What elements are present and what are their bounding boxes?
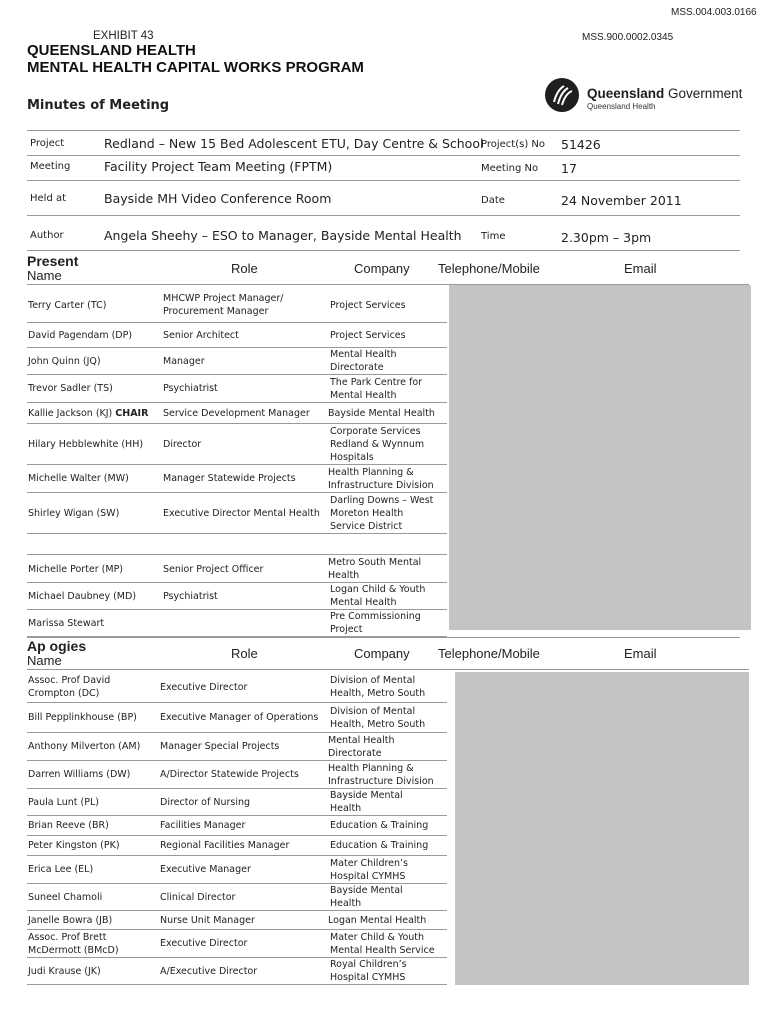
logo-text-bold: Queensland (587, 86, 665, 101)
present-attendee-company: Project Services (330, 329, 406, 341)
present-attendee-name (28, 472, 129, 485)
author-label: Author (30, 230, 64, 241)
apologies-attendee-name-text: Paula Lunt (PL) (28, 796, 99, 808)
apologies-attendee-name-text: Suneel Chamoli (28, 891, 103, 903)
author-value: Angela Sheehy – ESO to Manager, Bayside Mental Health (104, 228, 462, 243)
apologies-attendee-role: Executive Director (160, 681, 248, 693)
apologies-attendee-company: Mater Child & Youth Mental Health Service (330, 931, 435, 956)
present-role-column-header: Role (231, 261, 258, 276)
present-attendee-name (28, 507, 119, 520)
time-value: 2.30pm – 3pm (561, 230, 652, 245)
present-attendee-role: Service Development Manager (163, 407, 310, 419)
apologies-attendee-company: Royal Children’s Hospital CYMHS (330, 959, 407, 983)
apologies-attendee-name (28, 768, 130, 781)
present-attendee-role: Psychiatrist (163, 590, 218, 602)
exhibit-label: EXHIBIT 43 (93, 30, 154, 42)
project-no-label: Project(s) No (481, 139, 546, 150)
present-attendee-name (28, 617, 104, 630)
present-attendee-role: Senior Project Officer (163, 563, 264, 575)
present-attendee-name-text: Marissa Stewart (28, 617, 105, 629)
apologies-attendee-company: Bayside Mental Health (330, 885, 403, 909)
apologies-attendee-company: Mater Children’s Hospital CYMHS (330, 857, 409, 882)
apologies-attendee-name-text: Assoc. Prof Brett McDermott (BMcD) (28, 931, 119, 956)
present-attendee-role: Psychiatrist (163, 383, 218, 394)
meeting-label: Meeting (30, 161, 71, 172)
held-at-value: Bayside MH Video Conference Room (104, 191, 332, 206)
present-attendee-name-text: Shirley Wigan (SW) (28, 507, 120, 519)
logo-text-rest: Government (668, 86, 743, 101)
apologies-row-divider (27, 702, 447, 703)
apologies-attendee-name-text: Janelle Bowra (JB) (28, 914, 113, 926)
meeting-no-value: 17 (561, 161, 577, 176)
minutes-heading: Minutes of Meeting (27, 98, 170, 113)
apologies-company-column-header: Company (354, 646, 410, 661)
apologies-row-divider (27, 984, 447, 985)
apologies-attendee-company: Mental Health Directorate (328, 734, 395, 759)
present-attendee-name-text: David Pagendam (DP) (28, 329, 133, 341)
present-attendee-name (28, 299, 106, 312)
apologies-attendee-name-text: Brian Reeve (BR) (28, 820, 109, 831)
present-attendee-name (28, 382, 113, 395)
apologies-attendee-role: Nurse Unit Manager (160, 914, 255, 926)
time-label: Time (481, 231, 506, 242)
apologies-attendee-name (28, 819, 109, 832)
apologies-heading (27, 639, 86, 654)
meeting-value: Facility Project Team Meeting (FPTM) (104, 159, 333, 174)
project-no-value: 51426 (561, 137, 601, 152)
apologies-attendee-company: Education & Training (330, 820, 429, 831)
present-attendee-name (28, 563, 123, 576)
present-row-divider (27, 554, 447, 555)
present-attendee-name (28, 355, 101, 368)
title-line-2: MENTAL HEALTH CAPITAL WORKS PROGRAM (27, 59, 364, 76)
present-attendee-company: Health Planning & Infrastructure Division (328, 466, 434, 491)
meeting-no-label: Meeting No (481, 163, 539, 174)
apologies-phone-column-header: Telephone/Mobile (438, 646, 540, 661)
apologies-attendee-name-text: Erica Lee (EL) (28, 864, 94, 875)
present-attendee-name-text: Trevor Sadler (TS) (28, 383, 113, 394)
present-attendee-name-text: Michael Daubney (MD) (28, 590, 137, 602)
apologies-attendee-name-text: Peter Kingston (PK) (28, 840, 120, 851)
present-attendee-name-text: Michelle Walter (MW) (28, 473, 129, 484)
present-attendee-role: Manager (163, 355, 205, 367)
document-reference-right: MSS.900.0002.0345 (582, 32, 674, 43)
apologies-attendee-name (28, 863, 93, 876)
apologies-attendee-name-text: Judi Krause (JK) (28, 965, 101, 977)
apologies-attendee-name (28, 674, 110, 700)
apologies-row-divider (27, 815, 447, 816)
apologies-attendee-name (28, 711, 137, 724)
present-attendee-name-text: Kallie Jackson (KJ) (28, 407, 116, 419)
present-attendee-company: Mental Health Directorate (330, 349, 397, 373)
present-attendee-company: Darling Downs – West Moreton Health Service District (330, 494, 434, 532)
present-attendee-company: Logan Child & Youth Mental Health (330, 584, 426, 608)
present-attendee-name-text: Michelle Porter (MP) (28, 563, 124, 575)
present-contact-redaction (449, 285, 751, 630)
present-row-divider (27, 533, 447, 534)
held-at-label: Held at (30, 193, 67, 204)
apologies-attendee-name (28, 891, 102, 904)
present-attendee-name (28, 407, 148, 420)
present-attendee-company: Bayside Mental Health (328, 407, 435, 419)
title-line-1: QUEENSLAND HEALTH (27, 42, 196, 59)
present-attendee-role: Executive Director Mental Health (163, 507, 320, 519)
apologies-name-column-header: Name (27, 653, 62, 668)
apologies-row-divider (27, 910, 447, 911)
present-attendee-company: Metro South Mental Health (328, 557, 422, 581)
apologies-attendee-name (28, 931, 119, 957)
present-attendee-role: MHCWP Project Manager/ Procurement Manager (163, 293, 284, 317)
queensland-government-logo-icon (545, 78, 579, 112)
present-heading (27, 254, 78, 269)
apologies-attendee-role: Manager Special Projects (160, 741, 280, 752)
apologies-heading-text: Ap ogies (27, 638, 87, 654)
apologies-attendee-role: A/Director Statewide Projects (160, 769, 299, 780)
logo-text (587, 86, 742, 101)
apologies-attendee-role: Executive Director (160, 938, 248, 949)
apologies-attendee-name (28, 740, 140, 753)
present-attendee-name (28, 438, 143, 451)
present-name-column-header: Name (27, 268, 62, 283)
apologies-attendee-role: Facilities Manager (160, 820, 246, 831)
apologies-attendee-role: Executive Manager of Operations (160, 712, 319, 723)
present-attendee-name-text: Hilary Hebblewhite (HH) (28, 438, 144, 450)
present-attendee-name (28, 590, 136, 603)
present-attendee-company: The Park Centre for Mental Health (330, 376, 423, 401)
project-label: Project (30, 138, 65, 149)
apologies-row-divider (27, 835, 447, 836)
present-attendee-company: Corporate Services Redland & Wynnum Hospitals (330, 425, 425, 463)
present-chair-marker: CHAIR (115, 407, 149, 419)
project-value: Redland – New 15 Bed Adolescent ETU, Day Centre & School (104, 136, 484, 151)
present-attendee-role: Manager Statewide Projects (163, 473, 296, 484)
present-attendee-name-text: Terry Carter (TC) (28, 299, 107, 311)
apologies-attendee-company: Division of Mental Health, Metro South (330, 675, 426, 699)
date-label: Date (481, 195, 505, 206)
present-attendee-company: Project Services (330, 299, 406, 311)
present-attendee-name (28, 329, 132, 342)
apologies-attendee-role: Clinical Director (160, 891, 236, 903)
apologies-attendee-role: Regional Facilities Manager (160, 840, 290, 851)
apologies-email-column-header: Email (624, 646, 657, 661)
apologies-attendee-role: Executive Manager (160, 864, 251, 875)
date-value: 24 November 2011 (561, 193, 682, 208)
apologies-attendee-name-text: Darren Williams (DW) (28, 769, 131, 780)
apologies-attendee-name-text: Assoc. Prof David Crompton (DC) (28, 675, 111, 699)
apologies-attendee-name (28, 965, 101, 978)
logo-subtitle: Queensland Health (587, 102, 656, 111)
apologies-attendee-name (28, 796, 99, 809)
present-attendee-company: Pre Commissioning Project (330, 611, 421, 635)
apologies-attendee-company: Health Planning & Infrastructure Division (328, 762, 434, 787)
present-attendee-name-text: John Quinn (JQ) (28, 355, 101, 367)
apologies-attendee-role: Director of Nursing (160, 796, 251, 808)
apologies-attendee-company: Logan Mental Health (328, 914, 427, 926)
apologies-attendee-company: Division of Mental Health, Metro South (330, 705, 426, 730)
document-reference-top: MSS.004.003.0166 (671, 7, 757, 18)
apologies-attendee-company: Education & Training (330, 840, 429, 851)
apologies-attendee-name-text: Bill Pepplinkhouse (BP) (28, 712, 137, 723)
apologies-attendee-role: A/Executive Director (160, 965, 258, 977)
present-attendee-role: Director (163, 438, 202, 450)
present-heading-text: Present (27, 253, 79, 269)
apologies-attendee-name-text: Anthony Milverton (AM) (28, 741, 141, 752)
present-attendee-role: Senior Architect (163, 329, 239, 341)
apologies-role-column-header: Role (231, 646, 258, 661)
present-company-column-header: Company (354, 261, 410, 276)
present-row-divider (27, 402, 447, 403)
apologies-attendee-name (28, 914, 112, 927)
present-email-column-header: Email (624, 261, 657, 276)
apologies-attendee-name (28, 839, 120, 852)
present-row-divider (27, 322, 447, 323)
apologies-contact-redaction (455, 672, 749, 985)
present-phone-column-header: Telephone/Mobile (438, 261, 540, 276)
apologies-attendee-company: Bayside Mental Health (330, 790, 403, 814)
